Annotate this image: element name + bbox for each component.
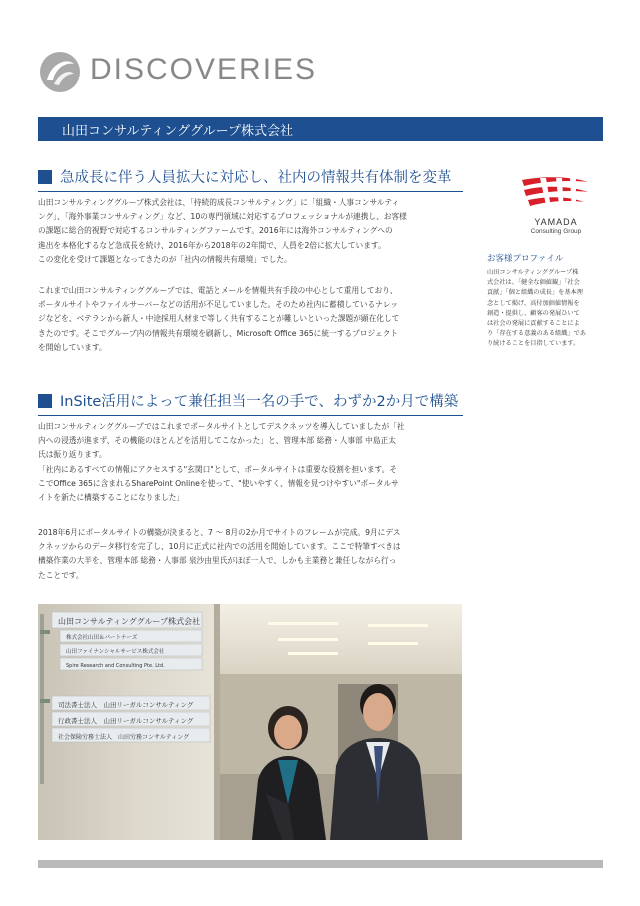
sign-text-2: 株式会社山田＆パートナーズ bbox=[66, 635, 138, 641]
customer-profile-body bbox=[487, 268, 607, 350]
company-title: 山田コンサルティンググループ株式会社 bbox=[62, 124, 294, 139]
paragraph-line: ポータルサイトやファイルサーバーなどの活用が不足していました。そのため社内に蓄積しているナレッ bbox=[38, 300, 399, 310]
section1-paragraph-1 bbox=[38, 196, 463, 267]
paragraph-line: 山田コンサルティンググループ株式会社は、「持続的成長コンサルティング」に「組織・人事コンサルティ bbox=[38, 198, 400, 207]
section-heading-growth-text: 急成長に伴う人員拡大に対応し、社内の情報共有体制を変革 bbox=[60, 170, 452, 186]
paragraph-line: ジなどを、ベテランから新人・中途採用人材まで等しく共有することが難しいといった課題が顕在化して bbox=[38, 314, 400, 324]
heading-square-icon bbox=[38, 394, 52, 408]
sign-text-1: 山田コンサルティンググループ株式会社 bbox=[58, 617, 201, 626]
profile-line: 式会社は、「健全な価値観」「社会 bbox=[487, 279, 580, 287]
sign-text-5: 司法書士法人 山田リーガルコンサルティング bbox=[58, 701, 194, 709]
paragraph-line: の課題に総合的視野で対応するコンサルティングファームです。2016年には海外コンサルティングへの bbox=[38, 226, 393, 236]
sign-text-7: 社会保険労務士法人 山田労務コンサルティング bbox=[58, 734, 190, 741]
sign-text-6: 行政書士法人 山田リーガルコンサルティング bbox=[58, 717, 194, 725]
section1-paragraph-2 bbox=[38, 284, 463, 355]
profile-line: は社会の発展に貢献することによ bbox=[487, 320, 580, 328]
paragraph-line: これまで山田コンサルティンググループでは、電話とメールを情報共有手段の中心として重用しており、 bbox=[38, 286, 398, 295]
office-photo bbox=[38, 604, 462, 840]
paragraph-line: 進出を本格化するなど急成長を続け、2016年から2018年の2年間で、人員を2倍に拡大しています。 bbox=[38, 240, 386, 250]
sign-text-3: 山田ファイナンシャルサービス株式会社 bbox=[66, 649, 165, 655]
profile-line: り続けることを目指しています。 bbox=[487, 340, 580, 348]
profile-line: 貢献」「個と組織の成長」を基本理 bbox=[487, 289, 583, 297]
paragraph-line: 「社内にあるすべての情報にアクセスする"玄関口"として、ポータルサイトは重要な役割を担います。そ bbox=[38, 464, 398, 474]
yamada-logo-icon bbox=[520, 174, 590, 218]
section-heading-growth bbox=[38, 164, 463, 192]
paragraph-line: 内への浸透が進まず、その機能のほとんどを活用してこなかった」と、管理本部 総務・人事部 中島正太 bbox=[38, 436, 396, 446]
discoveries-logo-text: DISCOVERIES bbox=[90, 53, 318, 86]
yamada-logo-subtitle: Consulting Group bbox=[530, 228, 582, 235]
paragraph-line: たことです。 bbox=[38, 570, 84, 580]
profile-line: り「存在する意義のある組織」であ bbox=[487, 330, 586, 338]
office-photo-illustration bbox=[38, 604, 462, 840]
paragraph-line: 構築作業の大半を、管理本部 総務・人事部 泉沙由里氏がほぼ一人で、しかも主業務と兼任しながら行っ bbox=[38, 556, 397, 566]
company-title-bar bbox=[38, 117, 603, 141]
paragraph-line: クネッツからのデータ移行を完了し、10月に正式に社内での活用を開始しています。ここで特筆すべきは bbox=[38, 542, 401, 552]
paragraph-line: 山田コンサルティンググループではこれまでポータルサイトとしてデスクネッツを導入していましたが「社 bbox=[38, 422, 405, 431]
paragraph-line: ング」、「海外事業コンサルティング」など、10の専門領域に対応するプロフェッショナルが連携し、お客様 bbox=[38, 212, 407, 222]
discoveries-logo-icon bbox=[38, 50, 82, 94]
yamada-logo-name: YAMADA bbox=[534, 217, 578, 227]
customer-profile-title: お客様プロファイル bbox=[487, 254, 564, 264]
heading-square-icon bbox=[38, 170, 52, 184]
profile-line: 創造・提供し、顧客の発展ひいて bbox=[487, 309, 580, 317]
paragraph-line: きたのです。そこでグループ内の情報共有環境を刷新し、Microsoft Office 365に統一するプロジェクト bbox=[38, 328, 399, 338]
paragraph-line: この変化を受けて課題となってきたのが「社内の情報共有環境」でした。 bbox=[38, 254, 292, 264]
section-heading-insite bbox=[38, 388, 463, 416]
footer-bar bbox=[38, 860, 603, 868]
paragraph-line: 氏は振り返ります。 bbox=[38, 450, 107, 460]
paragraph-line: 2018年6月にポータルサイトの構築が決まると、7 〜 8月の2か月でサイトのフレームが完成。9月にデス bbox=[38, 528, 401, 537]
section-heading-insite-text: InSite活用によって兼任担当一名の手で、わずか2か月で構築 bbox=[60, 394, 459, 410]
profile-line: 山田コンサルティンググループ株 bbox=[487, 269, 579, 276]
section2-paragraph-2 bbox=[38, 526, 463, 583]
profile-line: 念として掲げ、高付加価値情報を bbox=[487, 299, 580, 307]
section2-paragraph-1 bbox=[38, 420, 463, 505]
paragraph-line: イトを新たに構築することになりました」 bbox=[38, 493, 185, 503]
paragraph-line: こでOffice 365に含まれるSharePoint Onlineを使って、"使いやすく、情報を見つけやすい"ポータルサ bbox=[38, 478, 399, 488]
paragraph-line: を開始しています。 bbox=[38, 342, 107, 352]
sign-text-4: Spire Research and Consulting Pte. Ltd. bbox=[66, 663, 165, 669]
